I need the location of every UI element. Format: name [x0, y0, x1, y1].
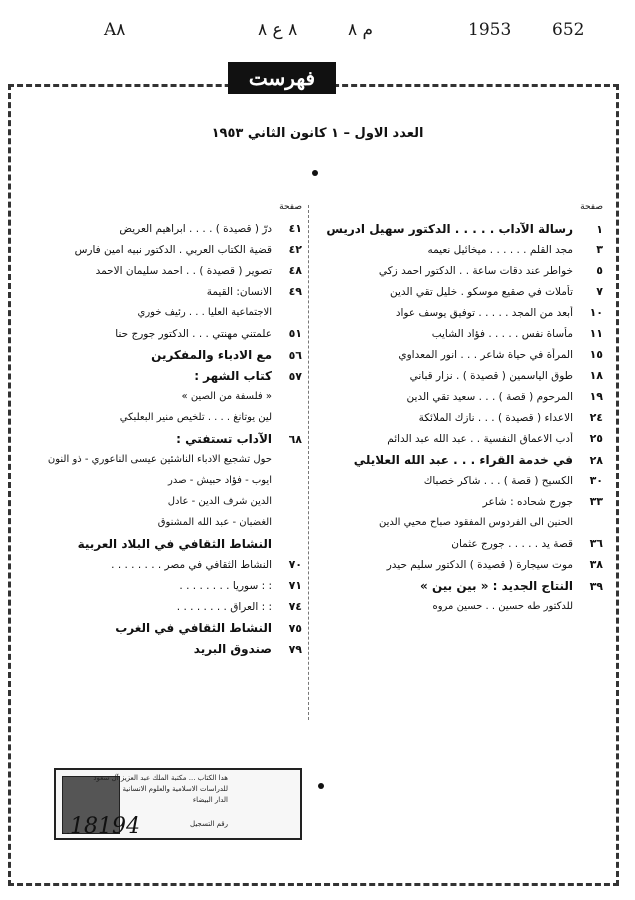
handwritten-top-mid: ٨ ع ٨: [258, 20, 298, 40]
toc-entry: [20, 621, 302, 642]
toc-entry: [20, 243, 302, 264]
toc-entry: [20, 348, 302, 369]
toc-entry-text: تصوير ( قصيدة ) . . احمد سليمان الاحمد: [95, 265, 272, 277]
toc-entry-text: قضية الكتاب العربي . الدكتور نبيه امين فارس: [74, 244, 272, 256]
library-stamp: [54, 768, 302, 840]
toc-entry: [20, 327, 302, 348]
page-title: فهرست: [228, 62, 336, 94]
toc-entry: [20, 495, 302, 516]
toc-entry-text: النشاط الثقافي في الغرب: [115, 621, 272, 635]
handwritten-top-left: A٨: [104, 20, 126, 40]
toc-entry: [20, 222, 302, 243]
issue-line: العدد الاول – ١ كانون الثاني ١٩٥٣: [211, 126, 424, 141]
toc-page-number: ١: [596, 223, 603, 236]
toc-entry: [20, 579, 302, 600]
toc-entry: [318, 495, 603, 516]
toc-entry-text: الآداب تستفتي :: [176, 432, 272, 446]
toc-page-number: ٧: [596, 285, 603, 298]
toc-entry: [20, 390, 302, 411]
toc-entry: [20, 411, 302, 432]
stamp-line: الدار البيضاء: [192, 796, 228, 804]
toc-entry-text: الاجتماعية العليا . . . رئيف خوري: [137, 307, 272, 318]
toc-entry-text: الحنين الى الفردوس المفقود صباح محيي الدين: [378, 517, 573, 528]
toc-entry-text: النتاج الجديد : « بين بين »: [420, 579, 573, 593]
toc-entry-text: مع الادباء والمفكرين: [151, 348, 272, 362]
toc-entry-text: قصة يد . . . . . جورج عثمان: [451, 538, 573, 550]
toc-entry: [20, 474, 302, 495]
toc-entry-text: جورج شحاده : شاعر: [482, 496, 573, 508]
toc-entry: [318, 243, 603, 264]
handwritten-top-mid2: م ٨: [348, 20, 374, 40]
toc-entry-text: موت سيجارة ( قصيدة ) الدكتور سليم حيدر: [386, 559, 573, 571]
toc-page-number: ٦٨: [288, 433, 302, 446]
toc-entry-text: مجد القلم . . . . . . ميخائيل نعيمه: [427, 244, 573, 256]
toc-page-number: ٢٥: [589, 432, 603, 445]
toc-entry: [20, 306, 302, 327]
toc-entry-text: : : سوريا . . . . . . . .: [179, 580, 272, 592]
toc-entry: [20, 642, 302, 663]
toc-entry: [318, 579, 603, 600]
toc-entry: [20, 516, 302, 537]
toc-page-number: ٧٠: [288, 558, 302, 571]
toc-entry-text: تأملات في صقيع موسكو . خليل تقي الدين: [389, 286, 573, 298]
toc-entry-text: ايوب - فؤاد حبيش - صدر: [168, 475, 272, 486]
toc-entry-text: رسالة الآداب . . . . . الدكتور سهيل ادريس: [326, 222, 573, 236]
toc-page-number: ٧٤: [288, 600, 302, 613]
toc-entry: [318, 390, 603, 411]
toc-page-number: ١٩: [589, 390, 603, 403]
toc-entry: [318, 222, 603, 243]
toc-entry-text: أدب الاعماق النفسية . . عبد الله عبد الدائم: [387, 433, 573, 445]
toc-page-number: ٥١: [288, 327, 302, 340]
toc-entry: [20, 264, 302, 285]
toc-page-number: ٣٣: [589, 495, 603, 508]
toc-entry-text: الكسيح ( قصة ) . . . شاكر خصباك: [423, 475, 573, 487]
toc-entry-text: كتاب الشهر :: [194, 369, 272, 383]
toc-page-number: ١٠: [589, 306, 603, 319]
toc-page-number: ٥٧: [288, 370, 302, 383]
registration-number: 18194: [70, 814, 140, 839]
toc-entry-text: درّ ( قصيدة ) . . . . ابراهيم العريض: [119, 223, 272, 235]
bullet-dot: [318, 783, 324, 789]
toc-entry-text: علمتني مهنتي . . . الدكتور جورج حنا: [115, 328, 272, 340]
toc-page-number: ٣: [596, 243, 603, 256]
toc-entry: [318, 264, 603, 285]
page-column-label: صفحة: [580, 202, 603, 212]
toc-entry: [20, 369, 302, 390]
toc-page-number: ١٥: [589, 348, 603, 361]
toc-page-number: ٣٩: [589, 580, 603, 593]
toc-entry-text: الاعداء ( قصيدة ) . . . نازك الملائكة: [418, 412, 573, 424]
toc-page-number: ١١: [589, 327, 603, 340]
toc-page-number: ٧٥: [288, 622, 302, 635]
toc-page-number: ٤٢: [288, 243, 302, 256]
toc-entry-text: المرأة في حياة شاعر . . . انور المعداوي: [398, 349, 573, 361]
toc-entry-text: حول تشجيع الادباء الناشئين عيسى الناعوري - ذو النون: [47, 454, 272, 465]
toc-page-number: ٣٨: [589, 558, 603, 571]
toc-entry: [318, 348, 603, 369]
toc-page-number: ٥٦: [288, 349, 302, 362]
toc-entry: [318, 537, 603, 558]
toc-entry: [318, 600, 603, 621]
bullet-dot: [312, 170, 318, 176]
toc-entry: [20, 453, 302, 474]
stamp-dots: ٠٠: [60, 828, 71, 839]
toc-entry-text: الغضبان - عبد الله المشنوق: [157, 517, 272, 528]
toc-entry-text: : : العراق . . . . . . . .: [176, 601, 272, 613]
toc-entry: [318, 453, 603, 474]
toc-entry: [20, 558, 302, 579]
toc-entry-text: أبعد من المجد . . . . . توفيق يوسف عواد: [395, 307, 573, 319]
toc-page-number: ٤٩: [288, 285, 302, 298]
page-column-label: صفحة: [279, 202, 302, 212]
toc-page-number: ٥: [596, 264, 603, 277]
column-divider: [308, 205, 309, 720]
toc-entry-text: طوق الياسمين ( قصيدة ) . نزار قباني: [409, 370, 573, 382]
stamp-line: للدراسات الاسلامية والعلوم الانسانية: [122, 785, 228, 793]
stamp-line: رقم التسجيل: [190, 820, 228, 828]
toc-page-number: ٧٩: [288, 643, 302, 656]
toc-page-number: ٢٨: [589, 454, 603, 467]
toc-entry: [318, 516, 603, 537]
toc-entry: [318, 369, 603, 390]
toc-entry: [318, 411, 603, 432]
toc-entry-text: النشاط الثقافي في مصر . . . . . . . .: [111, 559, 272, 571]
stamp-line: هدا الكتاب ... مكتبة الملك عبد العزيز آل سعود: [93, 774, 228, 782]
toc-entry-text: النشاط الثقافي في البلاد العربية: [77, 537, 272, 551]
toc-entry: [20, 432, 302, 453]
toc-right-rows: [318, 222, 603, 621]
toc-entry: [318, 474, 603, 495]
toc-entry: [318, 327, 603, 348]
toc-entry: [318, 285, 603, 306]
toc-page-number: ٤١: [288, 222, 302, 235]
handwritten-year: 1953: [468, 20, 512, 40]
toc-left-rows: [20, 222, 302, 663]
toc-entry-text: صندوق البريد: [193, 642, 272, 656]
toc-left-column: [20, 202, 302, 663]
handwritten-top-right: 652: [552, 20, 585, 40]
toc-entry: [318, 558, 603, 579]
toc-entry-text: للدكتور طه حسين . . حسين مروه: [432, 601, 573, 612]
toc-entry-text: مأساة نفس . . . . . فؤاد الشايب: [431, 328, 573, 340]
toc-page-number: ٢٤: [589, 411, 603, 424]
toc-page-number: ١٨: [589, 369, 603, 382]
toc-entry-text: « فلسفة من الصين »: [181, 391, 272, 402]
toc-right-column: [318, 202, 603, 621]
toc-entry-text: لين يوتانغ . . . . تلخيص منير البعلبكي: [119, 412, 272, 423]
toc-entry: [318, 432, 603, 453]
toc-entry-text: الانسان: القيمة: [206, 286, 272, 298]
toc-entry-text: الدين شرف الدين - عادل: [167, 496, 272, 507]
toc-entry: [20, 285, 302, 306]
toc-entry: [20, 600, 302, 621]
toc-page-number: ٧١: [288, 579, 302, 592]
toc-page-number: ٣٦: [589, 537, 603, 550]
toc-entry-text: المرحوم ( قصة ) . . . سعيد تقي الدين: [406, 391, 573, 403]
toc-entry: [20, 537, 302, 558]
toc-entry: [318, 306, 603, 327]
toc-page-number: ٤٨: [288, 264, 302, 277]
toc-entry-text: في خدمة القراء . . . عبد الله العلايلي: [353, 453, 573, 467]
toc-page-number: ٣٠: [589, 474, 603, 487]
toc-entry-text: خواطر عند دقات ساعة . . الدكتور احمد زكي: [378, 265, 573, 277]
